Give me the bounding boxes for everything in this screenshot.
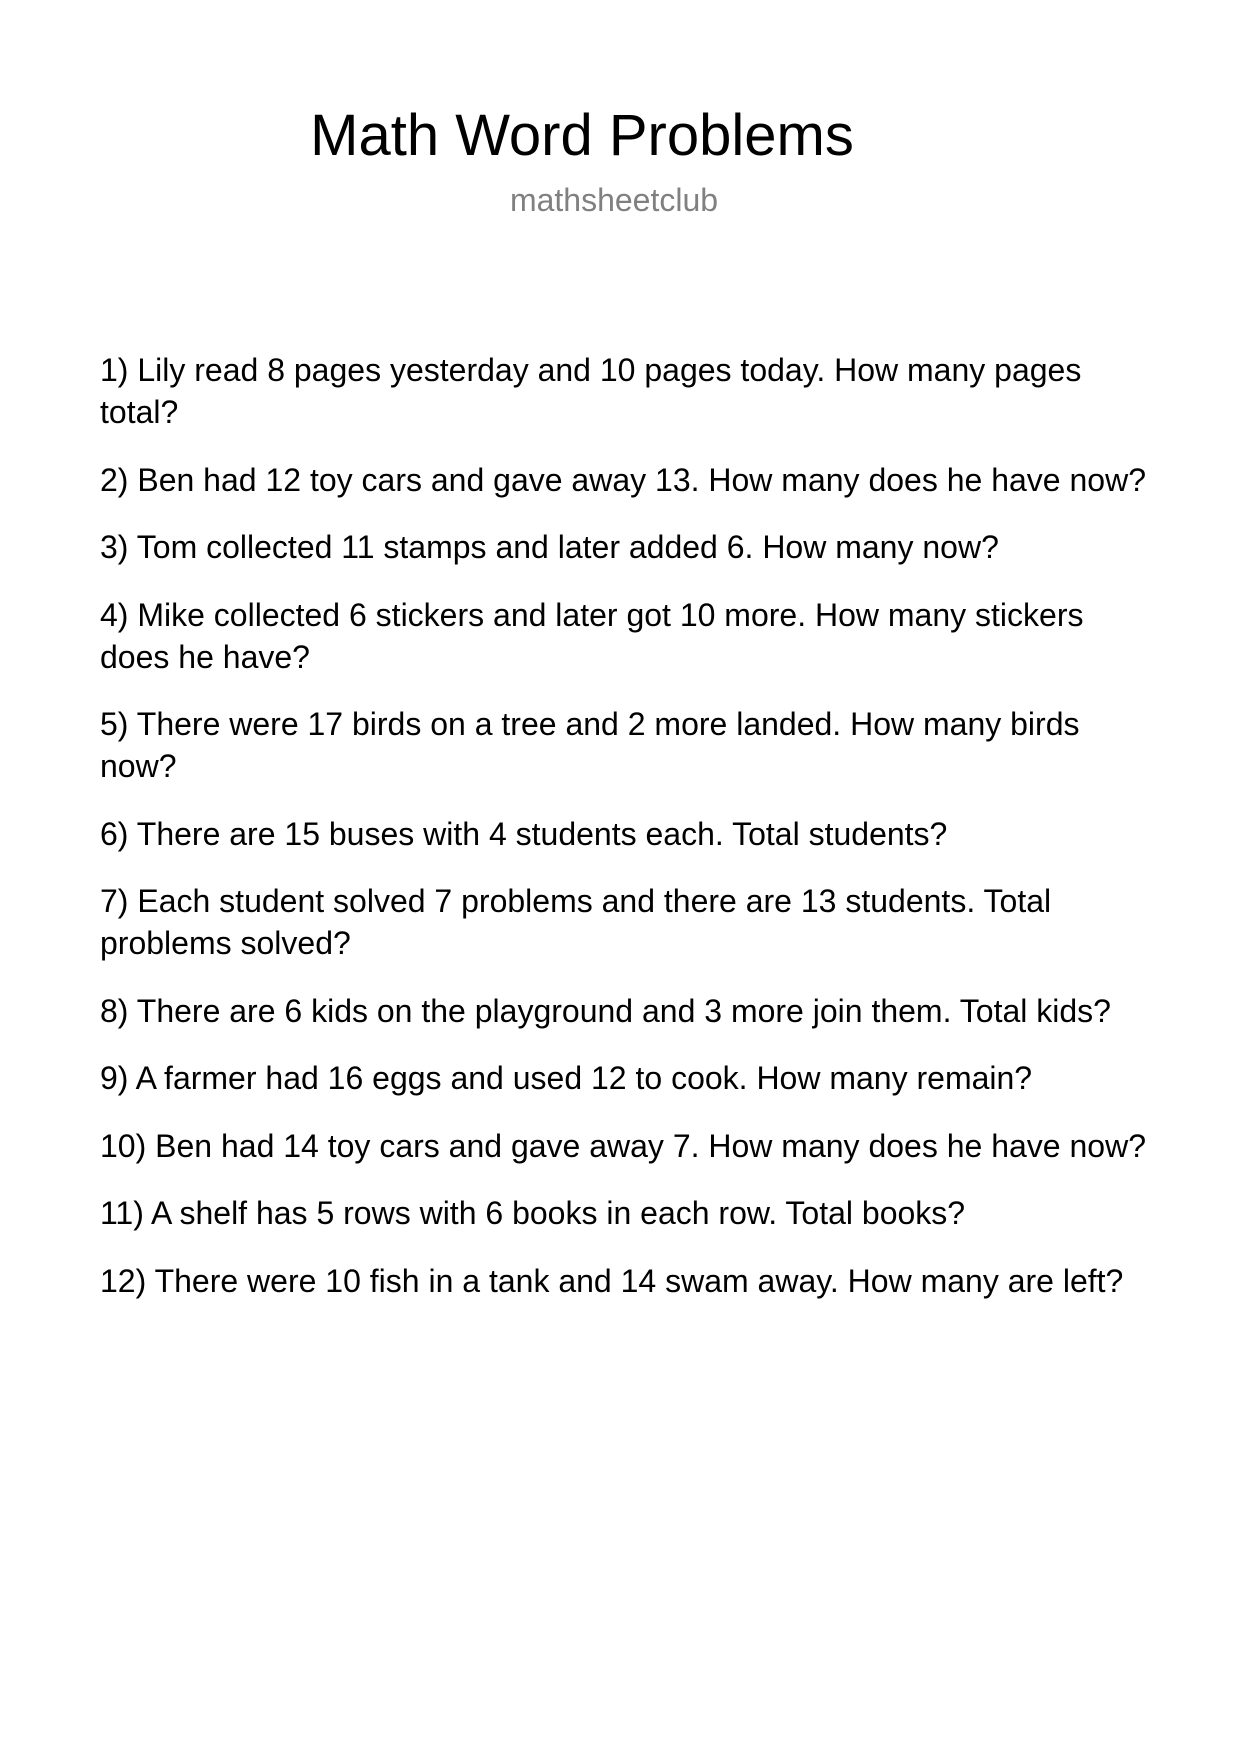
problem-number: 1) xyxy=(100,352,129,388)
problem-number: 12) xyxy=(100,1262,147,1299)
problem-text: There are 15 buses with 4 students each. Total students? xyxy=(136,815,948,852)
problem-number: 5) xyxy=(100,706,129,742)
problem-number: 8) xyxy=(100,992,129,1029)
problem-number: 6) xyxy=(100,815,129,852)
problem-item-11 xyxy=(100,1192,1160,1234)
problem-item-8 xyxy=(100,990,1160,1032)
problem-text: There were 10 fish in a tank and 14 swam away. How many are left? xyxy=(154,1262,1124,1299)
problem-text: Mike collected 6 stickers and later got 10 more. How many stickers does he have? xyxy=(100,596,1084,675)
problem-text: A farmer had 16 eggs and used 12 to cook. How many remain? xyxy=(135,1060,1033,1096)
problem-number: 2) xyxy=(100,461,129,498)
problem-item-7 xyxy=(100,880,1160,964)
problem-text: Ben had 12 toy cars and gave away 13. How many does he have now? xyxy=(137,461,1146,498)
problem-text: Lily read 8 pages yesterday and 10 pages today. How many pages total? xyxy=(100,352,1082,430)
problem-item-12 xyxy=(100,1260,1160,1302)
problem-number: 3) xyxy=(100,529,129,565)
problem-number: 11) xyxy=(100,1195,144,1231)
problem-item-2 xyxy=(100,459,1160,501)
problem-item-6 xyxy=(100,813,1160,855)
problem-number: 4) xyxy=(100,596,129,633)
problem-text: There are 6 kids on the playground and 3 more join them. Total kids? xyxy=(136,992,1111,1029)
problem-number: 10) xyxy=(100,1127,147,1164)
problem-list xyxy=(100,349,1160,1327)
problem-item-4 xyxy=(100,594,1160,678)
problem-text: There were 17 birds on a tree and 2 more landed. How many birds now? xyxy=(100,706,1080,784)
problem-item-10 xyxy=(100,1125,1160,1167)
problem-item-9 xyxy=(100,1057,1160,1099)
problem-text: Tom collected 11 stamps and later added 6. How many now? xyxy=(136,529,999,565)
problem-number: 9) xyxy=(100,1060,129,1096)
problem-text: Each student solved 7 problems and there are 13 students. Total problems solved? xyxy=(100,883,1052,961)
problem-item-1 xyxy=(100,349,1160,433)
problem-item-5 xyxy=(100,703,1160,787)
page-subtitle: mathsheetclub xyxy=(509,182,719,218)
problem-text: A shelf has 5 rows with 6 books in each row. Total books? xyxy=(151,1195,966,1231)
problem-number: 7) xyxy=(100,883,129,919)
page-title: Math Word Problems xyxy=(310,103,854,168)
problem-text: Ben had 14 toy cars and gave away 7. How many does he have now? xyxy=(155,1127,1146,1164)
problem-item-3 xyxy=(100,526,1160,568)
